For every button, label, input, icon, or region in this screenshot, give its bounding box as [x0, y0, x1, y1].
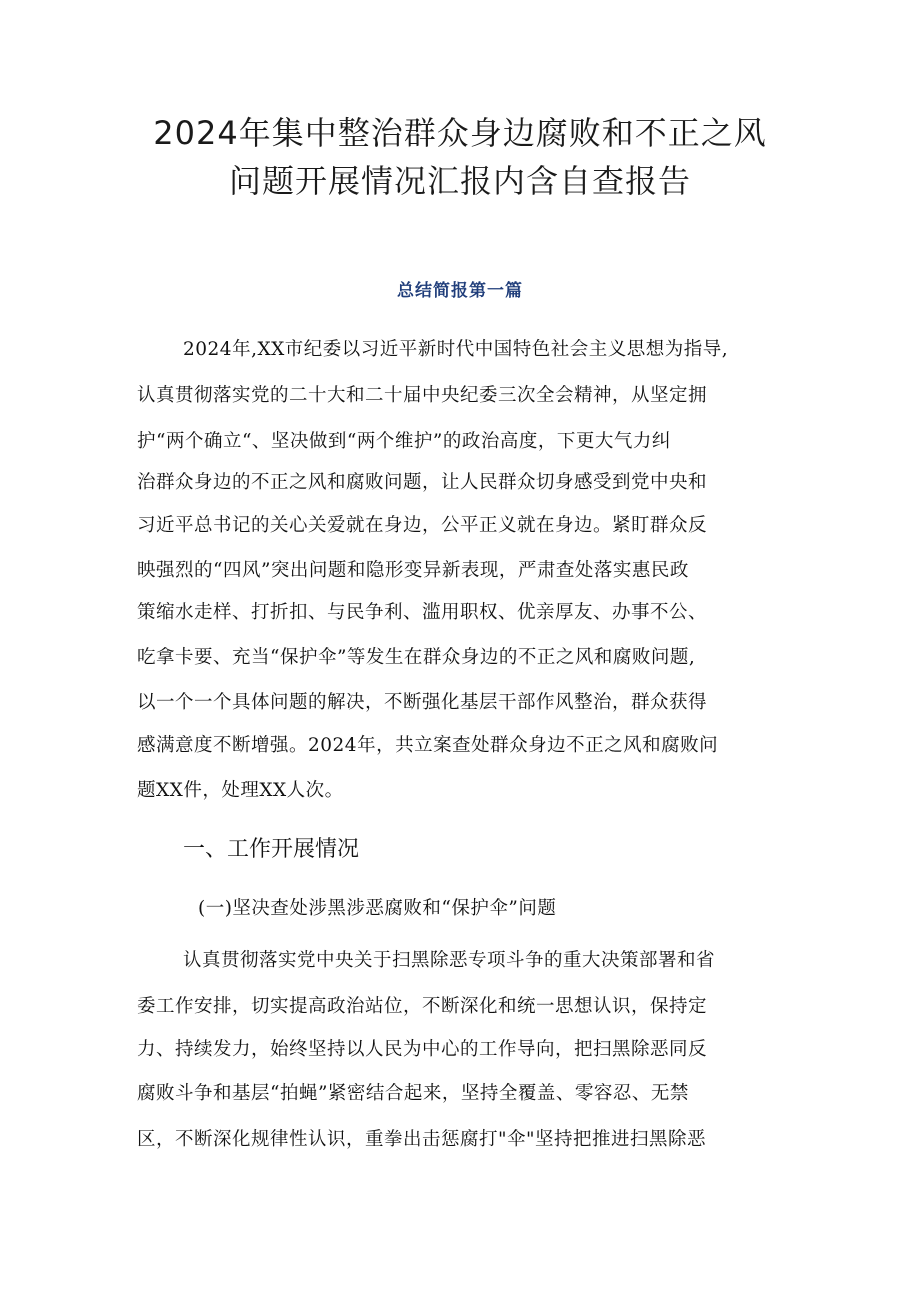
paragraph-2-line: 区，不断深化规律性认识，重拳出击惩腐打"伞"坚持把推进扫黑除恶 [137, 1129, 707, 1150]
paragraph-1-line: 感满意度不断增强。2024年，共立案查处群众身边不正之风和腐败问 [137, 735, 719, 756]
paragraph-1-line: 护“两个确立“、坚决做到“两个维护”的政治高度，下更大气力纠 [137, 431, 671, 452]
paragraph-2-line: 委工作安排，切实提高政治站位，不断深化和统一思想认识，保持定 [137, 996, 708, 1017]
paragraph-1-line: 治群众身边的不正之风和腐败问题，让人民群众切身感受到党中央和 [137, 472, 708, 493]
section-heading-work-progress: 一、工作开展情况 [183, 837, 360, 862]
paragraph-2-line: 认真贯彻落实党中央关于扫黑除恶专项斗争的重大决策部署和省 [183, 950, 716, 971]
paragraph-1-line: 认真贯彻落实党的二十大和二十届中央纪委三次全会精神，从坚定拥 [137, 385, 708, 406]
paragraph-1-line: 映强烈的“四风”突出问题和隐形变异新表现，严肃查处落实惠民政 [137, 560, 689, 581]
paragraph-1-line: 2024年,XX市纪委以习近平新时代中国特色社会主义思想为指导, [183, 339, 729, 360]
paragraph-1-line: 习近平总书记的关心关爱就在身边，公平正义就在身边。紧盯群众反 [137, 515, 708, 536]
paragraph-2-line: 腐败斗争和基层“拍蝇”紧密结合起来，坚持全覆盖、零容忍、无禁 [137, 1083, 689, 1104]
paragraph-1-line: 吃拿卡要、充当“保护伞”等发生在群众身边的不正之风和腐败问题, [137, 647, 696, 668]
subsection-heading-1: (一)坚决查处涉黑涉恶腐败和“保护伞”问题 [198, 898, 557, 919]
paragraph-1-line: 以一个一个具体问题的解决，不断强化基层干部作风整治，群众获得 [137, 692, 708, 713]
paragraph-2-line: 力、持续发力，始终坚持以人民为中心的工作导向，把扫黑除恶同反 [137, 1039, 708, 1060]
document-title-line-2: 问题开展情况汇报内含自查报告 [228, 162, 691, 200]
section-subtitle: 总结简报第一篇 [397, 281, 523, 301]
paragraph-1-line: 策缩水走样、打折扣、与民争利、滥用职权、优亲厚友、办事不公、 [137, 602, 708, 623]
paragraph-1-line: 题XX件，处理XX人次。 [137, 780, 344, 801]
document-title-line-1: 2024年集中整治群众身边腐败和不正之风 [153, 114, 767, 152]
